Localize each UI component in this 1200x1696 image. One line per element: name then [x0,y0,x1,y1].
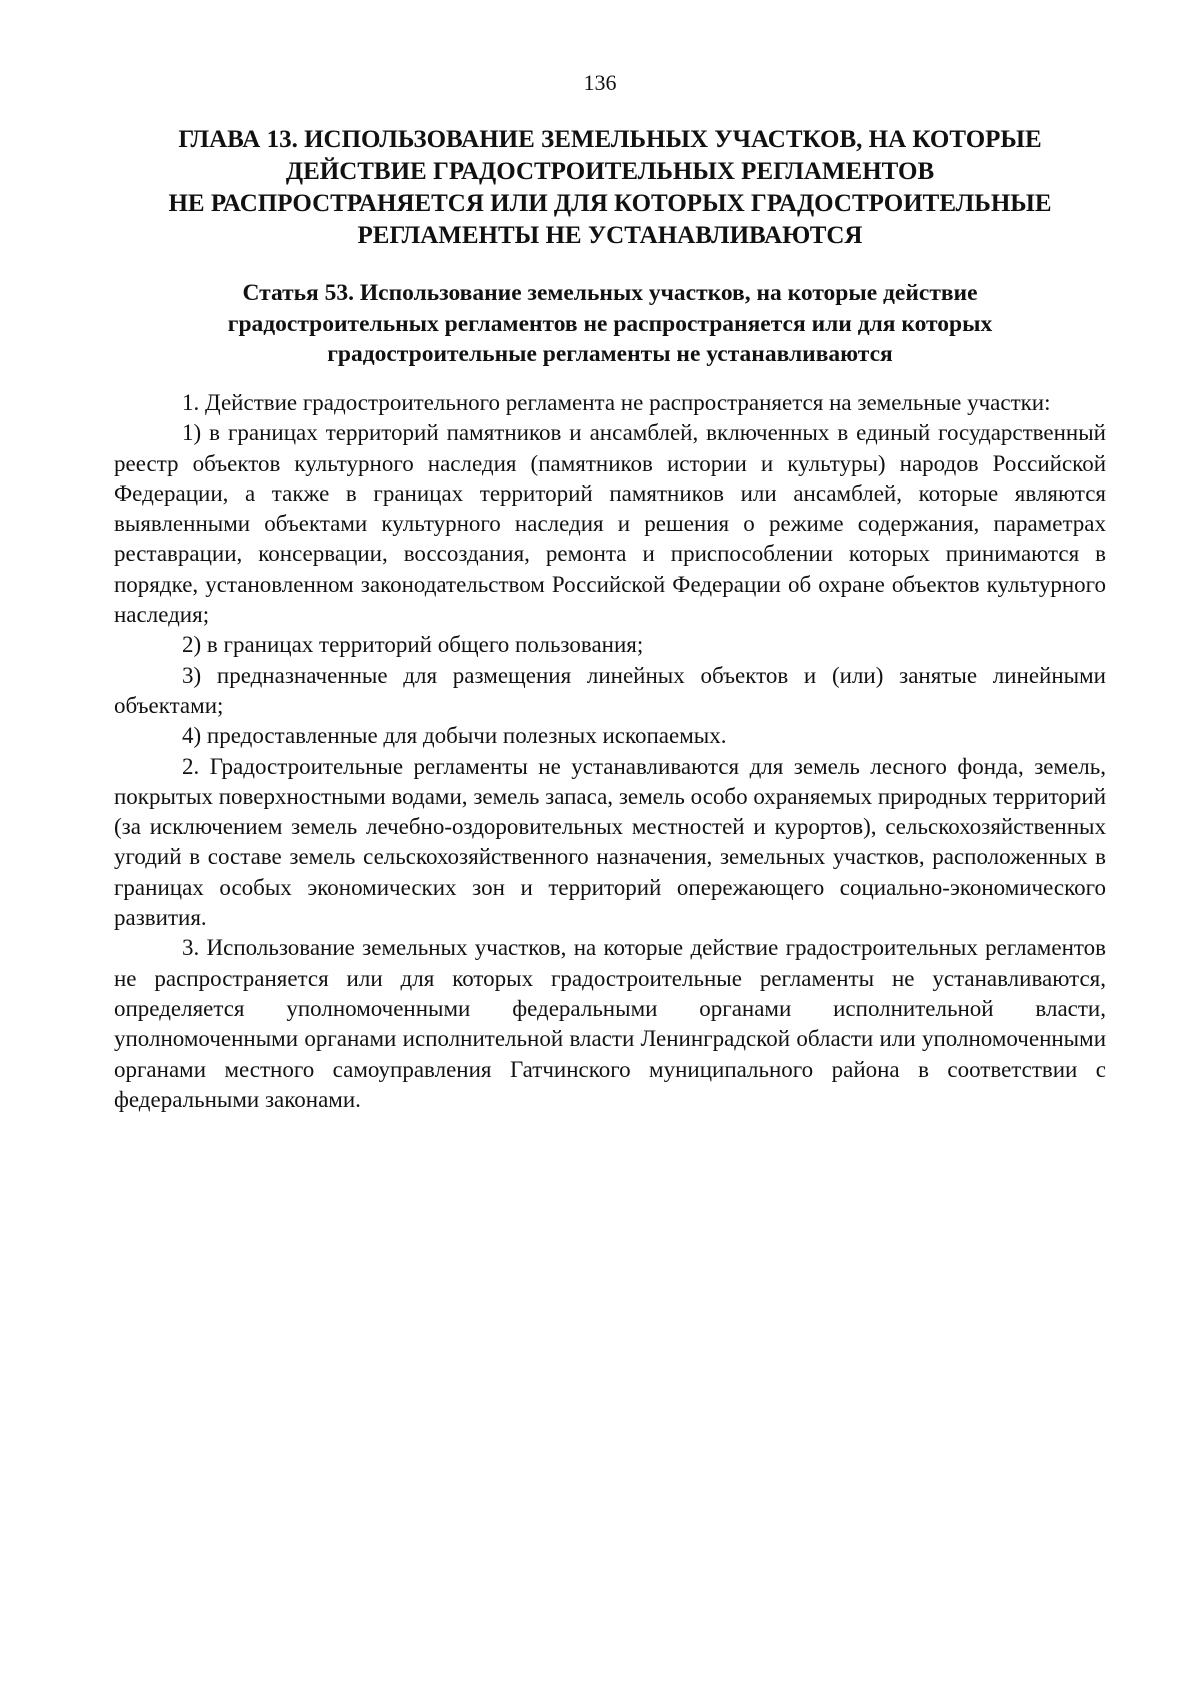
chapter-title [110,124,1110,252]
chapter-title-line: НЕ РАСПРОСТРАНЯЕТСЯ ИЛИ ДЛЯ КОТОРЫХ ГРАДОСТРОИТЕЛЬНЫЕ [168,190,1052,217]
paragraph-item-4: 4) предоставленные для добычи полезных ископаемых. [182,723,727,749]
paragraph-clause-2: 2. Градостроительные регламенты не устанавливаются для земель лесного фонда, земель, покрытых поверхностными водами, земель запаса, земель особо охраняемых природных территорий (за исключением земель лечебно-оздоровительных местностей и курортов), сельскохозяйственных угодий в составе земель сельскохозяйственного назначения, земельных участков, расположенных в границах особых экономических зон и территорий опережающего социально-экономического развития. [114,753,1106,931]
article-title-line: Статья 53. Использование земельных участков, на которые действие [242,280,978,306]
article-title-line: градостроительные регламенты не устанавливаются [327,341,893,367]
article-body [114,388,1106,1115]
article-title [110,278,1110,370]
paragraph-item-3: 3) предназначенные для размещения линейных объектов и (или) занятые линейными объектами; [114,662,1106,718]
chapter-title-line: ГЛАВА 13. ИСПОЛЬЗОВАНИЕ ЗЕМЕЛЬНЫХ УЧАСТКОВ, НА КОТОРЫЕ [178,126,1042,153]
chapter-title-line: РЕГЛАМЕНТЫ НЕ УСТАНАВЛИВАЮТСЯ [357,222,863,249]
paragraph-clause-3: 3. Использование земельных участков, на которые действие градостроительных регламентов не распространяется или для которых градостроительные регламенты не устанавливаются, определяется уполномоченными федеральными органами исполнительной власти, уполномоченными органами исполнительной власти Ленинградской области или уполномоченными органами местного самоуправления Гатчинского муниципального района в соответствии с федеральными законами. [114,935,1106,1112]
paragraph-item-1: 1) в границах территорий памятников и ансамблей, включенных в единый государственный реестр объектов культурного наследия (памятников истории и культуры) народов Российской Федерации, а также в границах территорий памятников или ансамблей, которые являются выявленными объектами культурного наследия и решения о режиме содержания, параметрах реставрации, консервации, воссоздания, ремонта и приспособлении которых принимаются в порядке, установленном законодательством Российской Федерации об охране объектов культурного наследия; [114,420,1106,628]
page-number: 136 [583,70,617,95]
paragraph-item-2: 2) в границах территорий общего пользования; [182,632,644,658]
paragraph-clause-1: 1. Действие градостроительного регламента не распространяется на земельные участки: [182,390,1051,415]
chapter-title-line: ДЕЙСТВИЕ ГРАДОСТРОИТЕЛЬНЫХ РЕГЛАМЕНТОВ [285,158,935,185]
article-title-line: градостроительных регламентов не распространяется или для которых [227,310,993,337]
